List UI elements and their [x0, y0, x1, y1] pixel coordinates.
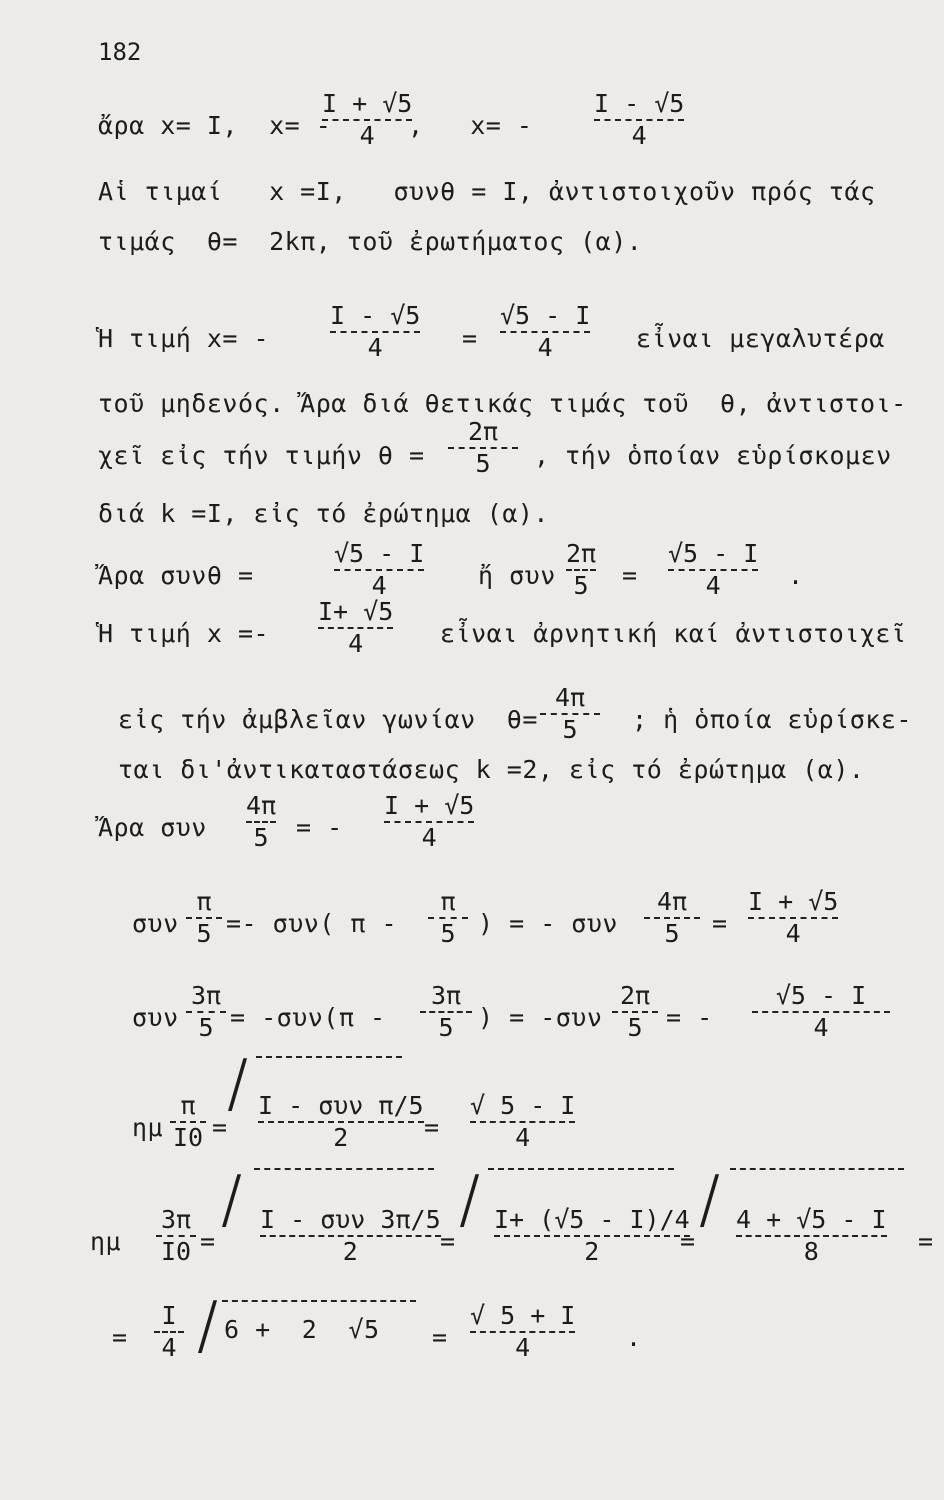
denominator: 4	[367, 333, 383, 362]
denominator: 5	[440, 919, 456, 948]
denominator: 4	[161, 1333, 177, 1362]
denominator: 4	[359, 121, 375, 150]
numerator: I	[161, 1301, 177, 1330]
fraction	[420, 982, 472, 1042]
denominator: 5	[198, 1013, 214, 1042]
denominator: 5	[475, 449, 491, 478]
line13-text: =- συν( π -	[226, 909, 398, 938]
numerator: 2π	[467, 417, 499, 446]
numerator: 3π	[160, 1205, 192, 1234]
numerator: √5 - I	[668, 539, 759, 568]
line14-text: = -	[666, 1003, 713, 1032]
radical-sign: /	[698, 1163, 723, 1237]
fraction	[470, 1092, 575, 1152]
equals-sign: =	[462, 324, 478, 353]
denominator: I0	[160, 1237, 192, 1266]
line12-text: = -	[296, 813, 343, 842]
line14-text: = -συν(π -	[230, 1003, 386, 1032]
denominator: 2	[333, 1123, 349, 1152]
page-number: 182	[98, 38, 142, 66]
equals-sign: =	[200, 1227, 216, 1256]
numerator: 2π	[566, 539, 597, 568]
fraction	[752, 982, 890, 1042]
line1-text: ἄρα x= I, x= -	[98, 111, 332, 140]
equals-sign: =	[622, 561, 638, 590]
line7-text: διά k =I, εἰς τό ἐρώτημα (α).	[98, 499, 549, 528]
equals-sign: =	[212, 1113, 228, 1142]
fraction	[448, 418, 518, 478]
fraction	[736, 1206, 887, 1266]
fraction	[186, 888, 222, 948]
line8-text: Ἄρα συνθ =	[98, 561, 254, 590]
numerator: 3π	[430, 981, 462, 1010]
denominator: 5	[196, 919, 212, 948]
radical-sign: /	[226, 1047, 251, 1121]
fraction	[260, 1206, 441, 1266]
line6-text: χεῖ εἰς τήν τιμήν θ =	[98, 441, 425, 470]
denominator: 4	[515, 1123, 531, 1152]
line12-text: Ἄρα συν	[98, 813, 207, 842]
fraction	[156, 1206, 196, 1266]
numerator: 4 + √5 - I	[736, 1205, 887, 1234]
equals-sign: =	[432, 1323, 448, 1352]
numerator: √ 5 + I	[470, 1301, 576, 1330]
numerator: I - √5	[594, 89, 685, 118]
equals-sign: =	[440, 1227, 456, 1256]
line4-text: Ἡ τιμή x= -	[98, 324, 270, 353]
numerator: π	[196, 887, 212, 916]
fraction	[322, 90, 412, 150]
numerator: 3π	[190, 981, 222, 1010]
numerator: I - συν π/5	[258, 1091, 424, 1120]
fraction	[500, 302, 590, 362]
fraction	[154, 1302, 184, 1362]
fraction	[644, 888, 700, 948]
numerator: I + √5	[748, 887, 839, 916]
denominator: 4	[421, 823, 437, 852]
line11-text: ται δι'ἀντικαταστάσεως k =2, εἰς τό ἐρώτημα (α).	[118, 755, 865, 784]
numerator: I + √5	[384, 791, 475, 820]
fraction	[318, 598, 393, 658]
denominator: 5	[438, 1013, 454, 1042]
denominator: 5	[253, 823, 269, 852]
line13-text: ) = - συν	[478, 909, 618, 938]
numerator: I - συν 3π/5	[260, 1205, 441, 1234]
denominator: 5	[664, 919, 680, 948]
radical-bar	[730, 1168, 904, 1170]
fraction	[170, 1092, 206, 1152]
denominator: 4	[515, 1333, 531, 1362]
radical-sign: /	[196, 1289, 221, 1363]
fraction	[748, 888, 838, 948]
line9-text: εἶναι ἀρνητική καί ἀντιστοιχεῖ	[440, 619, 907, 648]
denominator: 4	[348, 629, 364, 658]
period: .	[788, 561, 804, 590]
line10-text: ; ἡ ὁποία εὑρίσκε-	[632, 705, 912, 734]
fraction	[334, 540, 424, 600]
line9-text: Ἡ τιμή x =-	[98, 619, 270, 648]
denominator: 4	[705, 571, 721, 600]
numerator: 4π	[656, 887, 688, 916]
numerator: π	[180, 1091, 196, 1120]
denominator: 5	[562, 715, 578, 744]
equals-sign: =	[918, 1227, 934, 1256]
denominator: 4	[631, 121, 647, 150]
numerator: I - √5	[330, 301, 421, 330]
line10-text: εἰς τήν ἀμβλεῖαν γωνίαν θ=	[118, 705, 538, 734]
fraction	[330, 302, 420, 362]
period: .	[626, 1323, 642, 1352]
numerator: I+ √5	[318, 597, 394, 626]
denominator: 4	[371, 571, 387, 600]
numerator: √5 - I	[334, 539, 425, 568]
radical-bar	[254, 1168, 434, 1170]
fraction	[186, 982, 226, 1042]
fraction	[566, 540, 596, 600]
denominator: 5	[627, 1013, 643, 1042]
numerator: √5 - I	[775, 981, 867, 1010]
radical-bar	[222, 1300, 416, 1302]
fraction	[258, 1092, 424, 1152]
numerator: I + √5	[322, 89, 413, 118]
equals-sign: =	[680, 1227, 696, 1256]
equals-sign: =	[112, 1323, 128, 1352]
fraction	[428, 888, 468, 948]
numerator: I+ (√5 - I)/4	[494, 1205, 690, 1234]
equals-sign: =	[424, 1113, 440, 1142]
line4-text: εἶναι μεγαλυτέρα	[636, 324, 885, 353]
numerator: 4π	[554, 683, 586, 712]
radical-bar	[256, 1056, 402, 1058]
fraction	[384, 792, 474, 852]
radical-sign: /	[220, 1163, 245, 1237]
line3-text: τιμάς θ= 2kπ, τοῦ ἐρωτήματος (α).	[98, 227, 643, 256]
denominator: 2	[342, 1237, 358, 1266]
denominator: 4	[537, 333, 553, 362]
fraction	[494, 1206, 690, 1266]
line5-text: τοῦ μηδενός. Ἄρα διά θετικάς τιμάς τοῦ θ, ἀντιστοι-	[98, 389, 907, 418]
line8-text: ἤ συν	[478, 561, 556, 590]
numerator: 4π	[246, 791, 277, 820]
line2-text: Αἱ τιμαί x =I, συνθ = I, ἀντιστοιχοῦν πρός τάς	[98, 177, 876, 206]
numerator: 2π	[619, 981, 651, 1010]
denominator: 2	[584, 1237, 600, 1266]
denominator: 4	[813, 1013, 829, 1042]
denominator: 4	[785, 919, 801, 948]
line14-text: συν	[132, 1003, 179, 1032]
numerator: π	[440, 887, 456, 916]
numerator: √5 - I	[500, 301, 591, 330]
numerator: √ 5 - I	[470, 1091, 576, 1120]
denominator: 5	[573, 571, 589, 600]
fraction	[594, 90, 684, 150]
line16-text: ημ	[90, 1227, 122, 1256]
radical-sign: /	[458, 1163, 483, 1237]
line6-text: , τήν ὁποίαν εὑρίσκομεν	[534, 441, 892, 470]
fraction	[668, 540, 758, 600]
denominator: 8	[803, 1237, 819, 1266]
equals-sign: =	[712, 909, 728, 938]
fraction	[470, 1302, 575, 1362]
line1-text: , x= -	[408, 111, 533, 140]
fraction	[540, 684, 600, 744]
line15-text: ημ	[132, 1113, 164, 1142]
fraction	[612, 982, 658, 1042]
denominator: I0	[172, 1123, 204, 1152]
line14-text: ) = -συν	[478, 1003, 603, 1032]
radicand: 6 + 2 √5	[224, 1315, 380, 1344]
line13-text: συν	[132, 909, 179, 938]
fraction	[246, 792, 276, 852]
radical-bar	[488, 1168, 674, 1170]
